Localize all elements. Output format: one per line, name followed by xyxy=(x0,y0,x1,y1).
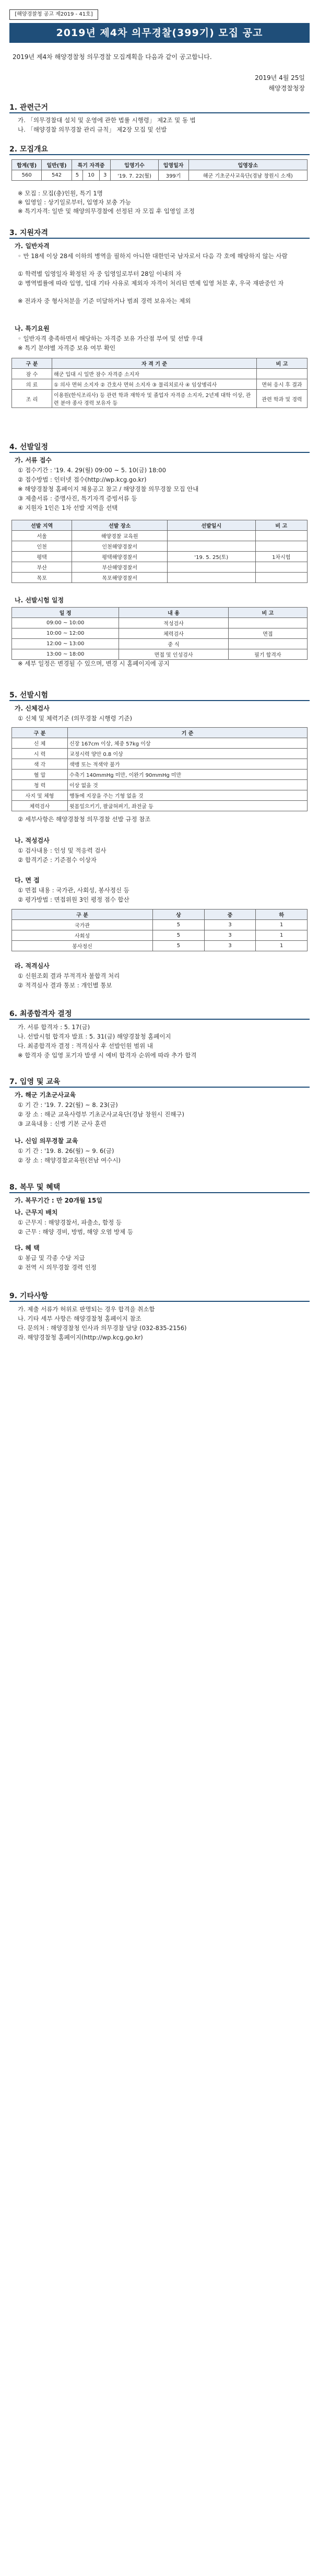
issuer: 해양경찰청장 xyxy=(268,85,305,92)
kind-cell: 체력검사 xyxy=(12,801,68,811)
s5-b-item-1: ① 검사내용 : 인성 및 적응력 검사 xyxy=(18,847,107,854)
cell-dive: 잠 수 xyxy=(12,369,52,379)
th-place: 입영장소 xyxy=(188,160,307,170)
standard-cell: 이상 없을 것 xyxy=(68,780,308,790)
s4-item-1: ① 접수기간 : '19. 4. 29(월) 09:00 ~ 5. 10(금) 18:00 xyxy=(18,467,166,474)
mid-cell: 3 xyxy=(204,920,256,930)
notice-title: 2019년 제4차 의무경찰(399기) 모집 공고 xyxy=(9,23,310,43)
cell-cook-r: 관련 학과 및 경력 xyxy=(257,390,308,408)
venue-cell: 인천해양경찰서 xyxy=(72,541,168,552)
notice-date: 2019년 4월 25일 xyxy=(255,74,305,81)
th-standard: 기 준 xyxy=(68,728,308,738)
s1-item-2: 나. 「해양경찰 의무경찰 관리 규칙」 제2장 모집 및 선발 xyxy=(18,126,167,133)
s9-item-2: 나. 기타 세부 사항은 해양경찰청 홈페이지 참조 xyxy=(18,1315,141,1322)
s5-b-item-2: ② 합격기준 : 기준점수 이상자 xyxy=(18,856,97,864)
item-cell: 국가관 xyxy=(12,920,153,930)
note-cell xyxy=(255,573,307,583)
th-date: 입영일자 xyxy=(158,160,188,170)
s3-item-4: ※ 전과자 중 형사처분을 기준 미달하거나 범죄 경력 보유자는 제외 xyxy=(18,297,191,305)
th-remark: 비 고 xyxy=(228,608,307,618)
content-cell: 체력검사 xyxy=(119,628,228,639)
time-cell: 13:00 ~ 18:00 xyxy=(12,649,119,660)
s7-a-item-3: ③ 교육내용 : 신병 기본 군사 훈련 xyxy=(18,1120,107,1127)
interview-table xyxy=(11,909,308,951)
s4-sub-b: 나. 선발시험 일정 xyxy=(15,597,64,604)
s5-sub-d: 라. 적격심사 xyxy=(15,962,50,970)
venue-cell: 평택해양경찰서 xyxy=(72,552,168,562)
th-general: 일반(명) xyxy=(42,160,72,170)
s4-note: ※ 세부 일정은 변경될 수 있으며, 변경 시 홈페이지에 공지 xyxy=(18,660,170,667)
cell-sp1: 5 xyxy=(72,170,82,181)
venue-cell: 부산해양경찰서 xyxy=(72,562,168,573)
th-note: 비 고 xyxy=(255,520,307,531)
s9-item-3: 다. 문의처 : 해양경찰청 인사과 의무경찰 담당 (032-835-2156) xyxy=(18,1324,187,1332)
region-cell: 부산 xyxy=(12,562,72,573)
when-cell xyxy=(168,573,255,583)
s6-item-1: 가. 서류 합격자 : 5. 17(금) xyxy=(18,1023,90,1031)
note-cell xyxy=(255,531,307,541)
low-cell: 1 xyxy=(256,941,308,951)
th-total: 합계(명) xyxy=(12,160,42,170)
s5-a-item-1: ① 신체 및 체력기준 (의무경찰 시행령 기준) xyxy=(18,715,132,722)
region-cell: 인천 xyxy=(12,541,72,552)
s3-item-1: ◦ 만 18세 이상 28세 이하의 병역을 필하지 아니한 대한민국 남자로서 다음 각 호에 해당하지 않는 사람 xyxy=(18,252,288,260)
time-cell: 10:00 ~ 12:00 xyxy=(12,628,119,639)
th-mid: 중 xyxy=(204,910,256,920)
s6-item-3: 다. 최종합격자 결정 : 적격심사 후 선발인원 범위 내 xyxy=(18,1042,153,1050)
cell-date: '19. 7. 22(월) xyxy=(111,170,158,181)
test-schedule-table xyxy=(11,607,308,660)
s9-item-4: 라. 해양경찰청 홈페이지(http://wp.kcg.go.kr) xyxy=(18,1334,143,1341)
kind-cell: 색 각 xyxy=(12,759,68,770)
region-table xyxy=(11,520,308,583)
cell-dive-r xyxy=(257,369,308,379)
s4-item-4: ③ 제출서류 : 증명사진, 특기자격 증빙서류 등 xyxy=(18,495,137,502)
high-cell: 5 xyxy=(153,941,205,951)
when-cell: '19. 5. 25(토) xyxy=(168,552,255,562)
s7-sub-a: 가. 해군 기초군사교육 xyxy=(15,1091,76,1099)
section-1-title: 1. 관련근거 xyxy=(9,103,49,112)
th-item: 구 분 xyxy=(12,910,153,920)
s3-item-3: ② 병역법률에 따라 입영, 입대 기타 사유로 제외자 자격이 처리된 면제 입영 처분 후, 우국 재판중인 자 xyxy=(18,279,284,287)
s2-note-3: ※ 특기자격: 일반 및 해양의무경찰에 선정된 자 모집 후 입영일 조정 xyxy=(18,207,195,215)
s3-b-item-1: ◦ 일반자격 충족하면서 해당하는 자격증 보유 가산점 부여 및 선발 우대 xyxy=(18,335,203,342)
th-venue: 선발 장소 xyxy=(72,520,168,531)
s8-b-item-1: ① 근무지 : 해양경찰서, 파출소, 함정 등 xyxy=(18,1219,122,1226)
s6-item-2: 나. 선발시험 합격자 발표 : 5. 31(금) 해양경찰청 홈페이지 xyxy=(18,1033,171,1040)
section-3-title: 3. 지원자격 xyxy=(9,229,49,237)
s9-item-1: 가. 제출 서류가 허위로 판명되는 경우 합격을 취소함 xyxy=(18,1306,155,1313)
content-cell: 중 식 xyxy=(119,639,228,649)
th-cat: 구 분 xyxy=(12,358,52,369)
th-special: 특기 자격증 xyxy=(72,160,111,170)
standard-cell: 수축기 140mmHg 미만, 이완기 90mmHg 미만 xyxy=(68,770,308,780)
physical-table xyxy=(11,727,308,811)
s4-sub-a: 가. 서류 접수 xyxy=(15,457,52,464)
venue-cell: 해양경찰 교육원 xyxy=(72,531,168,541)
content-cell: 면접 및 인성검사 xyxy=(119,649,228,660)
divider xyxy=(9,1301,310,1302)
divider xyxy=(9,112,310,113)
th-region: 선발 지역 xyxy=(12,520,72,531)
th-time: 일 정 xyxy=(12,608,119,618)
standard-cell: 신장 167cm 이상, 체중 57kg 이상 xyxy=(68,738,308,749)
cell-sp3: 3 xyxy=(99,170,111,181)
recruit-table xyxy=(11,159,308,181)
kind-cell: 시 력 xyxy=(12,749,68,759)
divider xyxy=(9,700,310,701)
s7-b-item-2: ② 장 소 : 해양경찰교육원(전남 여수시) xyxy=(18,1157,121,1164)
standard-cell: 교정시력 양안 0.8 이상 xyxy=(68,749,308,759)
s5-sub-b: 나. 적성검사 xyxy=(15,837,50,844)
s7-b-item-1: ① 기 간 : '19. 8. 26(월) ~ 9. 6(금) xyxy=(18,1147,114,1155)
cell-med-r: 면허 응시 후 결과 xyxy=(257,379,308,390)
cell-cook-c: 이용원(한식조리사) 등 관련 학과 재학자 및 졸업자 자격증 소지자, 2년제 대학 이상, 관련 분야 종사 경력 보유자 등 xyxy=(52,390,257,408)
kind-cell: 혈 압 xyxy=(12,770,68,780)
s5-a-item-2: ② 세부사항은 해양경찰청 의무경찰 선발 규정 참조 xyxy=(18,815,151,823)
cell-place: 해군 기초군사교육단(경남 창원시 소재) xyxy=(188,170,307,181)
mid-cell: 3 xyxy=(204,930,256,941)
region-cell: 목포 xyxy=(12,573,72,583)
s7-sub-b: 나. 신임 의무경찰 교육 xyxy=(15,1137,78,1145)
s2-note-1: ※ 모집 : 모집(충)인원, 특기 1명 xyxy=(18,190,103,197)
section-9-title: 9. 기타사항 xyxy=(9,1292,49,1300)
kind-cell: 사지 및 체형 xyxy=(12,790,68,801)
th-kind: 구 분 xyxy=(12,728,68,738)
th-when: 선발일시 xyxy=(168,520,255,531)
s5-d-item-1: ① 신원조회 결과 부적격자 불합격 처리 xyxy=(18,972,120,980)
section-6-title: 6. 최종합격자 결정 xyxy=(9,1010,72,1018)
s8-c-item-2: ② 전역 시 의무경찰 경력 인정 xyxy=(18,1264,97,1271)
remark-cell xyxy=(228,618,307,628)
divider xyxy=(9,238,310,239)
s2-note-2: ※ 입영일 : 상기일로부터, 입영자 보충 가능 xyxy=(18,199,131,206)
s4-item-3: ※ 해양경찰청 홈페이지 채용공고 참고 / 해양경찰 의무경찰 모집 안내 xyxy=(18,485,199,493)
remark-cell: 면접 xyxy=(228,628,307,639)
th-content: 내 용 xyxy=(119,608,228,618)
s8-sub-c: 다. 혜 택 xyxy=(15,1244,40,1252)
cell-term: 399기 xyxy=(158,170,188,181)
intro-text: 2019년 제4차 해양경찰청 의무경찰 모집계획을 다음과 같이 공고합니다. xyxy=(13,53,212,61)
low-cell: 1 xyxy=(256,920,308,930)
low-cell: 1 xyxy=(256,930,308,941)
notice-number: [해양경찰청 공고 제2019 - 41호] xyxy=(9,9,98,20)
section-7-title: 7. 입영 및 교육 xyxy=(9,1078,61,1086)
th-term: 입영기수 xyxy=(111,160,158,170)
s5-d-item-2: ② 적격심사 결과 통보 : 개인별 통보 xyxy=(18,982,112,989)
standard-cell: 윗몸일으키기, 팔굽혀펴기, 좌전굴 등 xyxy=(68,801,308,811)
time-cell: 09:00 ~ 10:00 xyxy=(12,618,119,628)
kind-cell: 청 력 xyxy=(12,780,68,790)
divider xyxy=(9,1192,310,1193)
th-high: 상 xyxy=(153,910,205,920)
s5-sub-c: 다. 면 접 xyxy=(15,877,40,884)
s8-sub-a: 가. 복무기간 : 만 20개월 15일 xyxy=(15,1197,102,1204)
item-cell: 봉사정신 xyxy=(12,941,153,951)
cell-med: 의 료 xyxy=(12,379,52,390)
th-low: 하 xyxy=(256,910,308,920)
content-cell: 적성검사 xyxy=(119,618,228,628)
s7-a-item-2: ② 장 소 : 해군 교육사령부 기초군사교육단(경남 창원시 진해구) xyxy=(18,1111,185,1118)
item-cell: 사회성 xyxy=(12,930,153,941)
divider xyxy=(9,452,310,453)
remark-cell: 필기 합격자 xyxy=(228,649,307,660)
note-cell xyxy=(255,541,307,552)
section-8-title: 8. 복무 및 혜택 xyxy=(9,1183,61,1192)
s5-c-item-2: ② 평가방법 : 면접위원 3인 평정 점수 합산 xyxy=(18,896,129,903)
cell-general: 542 xyxy=(42,170,72,181)
divider xyxy=(9,1019,310,1020)
s3-sub-b: 나. 특기요원 xyxy=(15,325,50,332)
high-cell: 5 xyxy=(153,930,205,941)
s8-c-item-1: ① 봉급 및 각종 수당 지급 xyxy=(18,1254,85,1262)
s1-item-1: 가. 「의무경찰대 설치 및 운영에 관한 법률 시행령」 제2조 및 동 법 xyxy=(18,116,196,124)
th-criteria: 자 격 기 준 xyxy=(52,358,257,369)
section-5-title: 5. 선발시험 xyxy=(9,691,49,700)
kind-cell: 신 체 xyxy=(12,738,68,749)
note-cell xyxy=(255,562,307,573)
cell-med-c: ① 의사 면허 소지자 ② 간호사 면허 소지자 ③ 물리치료사 ④ 임상병리사 xyxy=(52,379,257,390)
standard-cell: 색맹 또는 적색약 불가 xyxy=(68,759,308,770)
s5-sub-a: 가. 신체검사 xyxy=(15,705,50,712)
cell-total: 560 xyxy=(12,170,42,181)
note-cell: 1차시험 xyxy=(255,552,307,562)
divider xyxy=(9,1087,310,1088)
mid-cell: 3 xyxy=(204,941,256,951)
cell-sp2: 10 xyxy=(83,170,100,181)
th-remark: 비 고 xyxy=(257,358,308,369)
s4-item-5: ④ 지원자 1인은 1차 선발 지역을 선택 xyxy=(18,504,118,511)
when-cell xyxy=(168,531,255,541)
high-cell: 5 xyxy=(153,920,205,930)
s5-c-item-1: ① 면접 내용 : 국가관, 사회성, 봉사정신 등 xyxy=(18,887,129,894)
standard-cell: 행동에 지장을 주는 기형 없을 것 xyxy=(68,790,308,801)
when-cell xyxy=(168,541,255,552)
section-4-title: 4. 선발일정 xyxy=(9,443,49,451)
cell-dive-c: 해군 입대 시 일반 잠수 자격증 소지자 xyxy=(52,369,257,379)
s8-b-item-2: ② 근무 : 해양 경비, 방범, 해양 오염 방제 등 xyxy=(18,1228,134,1235)
s3-b-item-2: ※ 특기 분야별 자격증 보유 여부 확인 xyxy=(18,344,116,352)
time-cell: 12:00 ~ 13:00 xyxy=(12,639,119,649)
divider xyxy=(9,154,310,155)
s8-sub-b: 나. 근무지 배치 xyxy=(15,1209,58,1216)
when-cell xyxy=(168,562,255,573)
region-cell: 서울 xyxy=(12,531,72,541)
cell-cook: 조 리 xyxy=(12,390,52,408)
s6-item-4: ※ 합격자 중 입영 포기자 발생 시 예비 합격자 순위에 따라 추가 합격 xyxy=(18,1052,197,1059)
s7-a-item-1: ① 기 간 : '19. 7. 22(월) ~ 8. 23(금) xyxy=(18,1101,118,1109)
s3-item-2: ① 학력별 입영일자 확정된 자 중 입영일로부터 28일 이내의 자 xyxy=(18,270,182,277)
remark-cell xyxy=(228,639,307,649)
special-table xyxy=(11,358,308,408)
s4-item-2: ② 접수방법 : 인터넷 접수(http://wp.kcg.go.kr) xyxy=(18,476,147,483)
section-2-title: 2. 모집개요 xyxy=(9,145,49,154)
venue-cell: 목포해양경찰서 xyxy=(72,573,168,583)
region-cell: 평택 xyxy=(12,552,72,562)
s3-sub-a: 가. 일반자격 xyxy=(15,242,50,250)
